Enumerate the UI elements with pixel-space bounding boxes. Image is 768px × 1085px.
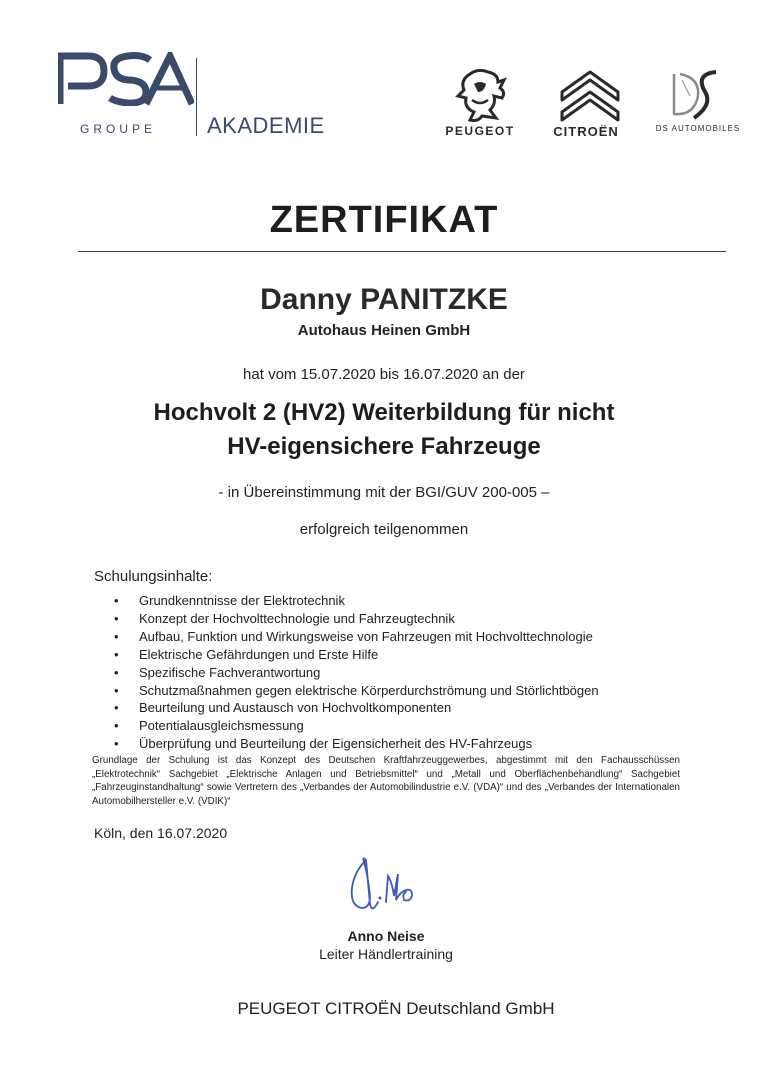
signer-name: Anno Neise <box>347 928 425 944</box>
result-text: erfolgreich teilgenommen <box>299 521 469 538</box>
list-item: • Grundkenntnisse der Elektrotechnik <box>114 592 599 610</box>
course-title-line2: HV-eigensichere Fahrzeuge <box>227 433 541 460</box>
list-item: • Potentialausgleichsmessung <box>114 717 599 735</box>
recipient-name: Danny PANITZKE <box>260 283 508 316</box>
accordance-note: - in Übereinstimmung mit der BGI/GUV 200-005 – <box>218 484 550 501</box>
ds-monogram-icon <box>660 66 732 124</box>
brand-label-citroen: CITROËN <box>553 124 619 139</box>
brand-label-ds: DS AUTOMOBILES <box>655 124 741 133</box>
place-and-date: Köln, den 16.07.2020 <box>94 825 228 841</box>
citroen-chevrons-icon <box>554 66 626 124</box>
list-item: • Schutzmaßnahmen gegen elektrische Körperdurchströmung und Störlichtbögen <box>114 682 599 700</box>
peugeot-lion-icon <box>448 66 520 124</box>
logo-divider <box>196 58 197 136</box>
list-item: • Spezifische Fachverantwortung <box>114 664 599 682</box>
course-title-line1: Hochvolt 2 (HV2) Weiterbildung für nicht <box>153 399 615 426</box>
signer-role: Leiter Händlertraining <box>319 946 453 962</box>
list-item: • Konzept der Hochvolttechnologie und Fahrzeugtechnik <box>114 610 599 628</box>
training-contents-label: Schulungsinhalte: <box>94 568 213 585</box>
list-item: • Überprüfung und Beurteilung der Eigensicherheit des HV-Fahrzeugs <box>114 735 599 753</box>
certificate-title: ZERTIFIKAT <box>269 199 499 241</box>
title-divider <box>78 251 726 252</box>
brand-label-peugeot: PEUGEOT <box>445 124 515 138</box>
list-item: • Beurteilung und Austausch von Hochvoltkomponenten <box>114 699 599 717</box>
training-period: hat vom 15.07.2020 bis 16.07.2020 an der <box>243 366 525 383</box>
recipient-company: Autohaus Heinen GmbH <box>297 322 471 339</box>
training-contents-list <box>114 592 599 753</box>
psa-groupe-label: GROUPE <box>80 122 157 136</box>
training-basis-paragraph: Grundlage der Schulung ist das Konzept des Deutschen Kraftfahrzeuggewerbes, abgestimmt mit den Fachausschüssen „Elektrotechnik“ Sachgebiet „Elektrische Anlagen und Betriebsmittel“ und „Metall und Oberflächenbehandlung“ Sachgebiet „Fahrzeuginstandhaltung“ sowie Vertretern des „Verbandes der Automobilindustrie e.V. (VDA)“ und des „Verbandes der Internationalen Automobilhersteller e.V. (VDIK)“ <box>92 755 680 807</box>
list-item: • Elektrische Gefährdungen und Erste Hilfe <box>114 646 599 664</box>
list-item: • Aufbau, Funktion und Wirkungsweise von Fahrzeugen mit Hochvolttechnologie <box>114 628 599 646</box>
signature-icon <box>340 852 430 918</box>
akademie-label: AKADEMIE <box>207 113 325 138</box>
issuer-footer: PEUGEOT CITROËN Deutschland GmbH <box>237 999 555 1018</box>
psa-logo-icon <box>58 52 194 106</box>
